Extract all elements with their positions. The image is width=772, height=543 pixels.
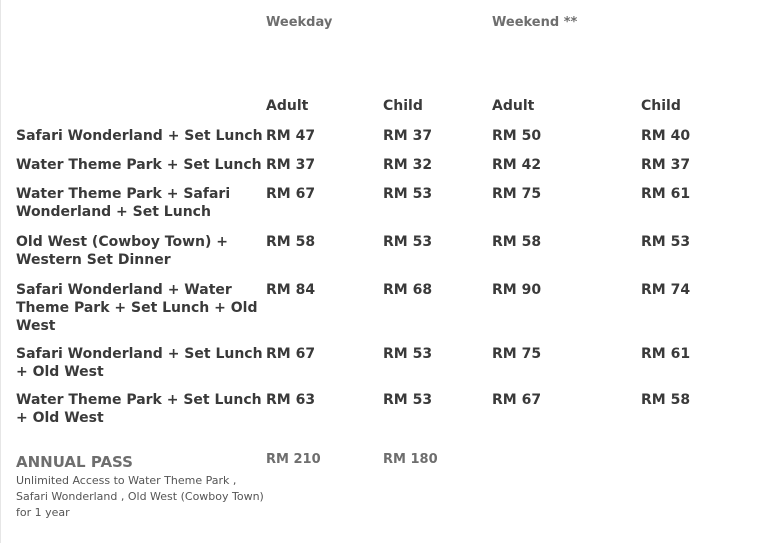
left-divider [0, 0, 1, 543]
subheader-weekday-child: Child [383, 98, 423, 114]
subheader-weekday-adult: Adult [266, 98, 309, 114]
weekday-adult-price: RM 67 [266, 346, 316, 362]
weekend-adult-price: RM 58 [492, 234, 542, 250]
weekend-child-price: RM 61 [641, 346, 691, 362]
weekday-child-price: RM 68 [383, 282, 433, 298]
weekend-adult-price: RM 75 [492, 346, 542, 362]
weekday-adult-price: RM 63 [266, 392, 316, 408]
package-name: Water Theme Park + Set Lunch + Old West [16, 392, 262, 426]
weekday-child-price: RM 53 [383, 346, 433, 362]
weekend-adult-price: RM 75 [492, 186, 542, 202]
weekday-adult-price: RM 37 [266, 157, 316, 173]
weekday-adult-price: RM 84 [266, 282, 316, 298]
weekend-adult-price: RM 90 [492, 282, 542, 298]
package-name: Water Theme Park + Set Lunch [16, 157, 262, 173]
package-name: Safari Wonderland + Set Lunch + Old West [16, 346, 263, 380]
weekend-child-price: RM 58 [641, 392, 691, 408]
weekday-child-price: RM 53 [383, 392, 433, 408]
subheader-weekend-adult: Adult [492, 98, 535, 114]
weekday-adult-price: RM 58 [266, 234, 316, 250]
weekday-child-price: RM 53 [383, 186, 433, 202]
package-name: Water Theme Park + Safari Wonderland + Set Lunch [16, 186, 231, 220]
annual-pass-child-price: RM 180 [383, 452, 438, 467]
package-name: Old West (Cowboy Town) + Western Set Dinner [16, 234, 229, 268]
annual-pass-description: Unlimited Access to Water Theme Park , Safari Wonderland , Old West (Cowboy Town) for 1 year [16, 474, 264, 519]
weekend-child-price: RM 40 [641, 128, 691, 144]
weekend-adult-price: RM 50 [492, 128, 542, 144]
weekend-adult-price: RM 42 [492, 157, 542, 173]
weekday-adult-price: RM 67 [266, 186, 316, 202]
annual-pass-title: ANNUAL PASS [16, 453, 133, 471]
subheader-weekend-child: Child [641, 98, 681, 114]
annual-pass-adult-price: RM 210 [266, 452, 321, 467]
weekday-child-price: RM 53 [383, 234, 433, 250]
weekday-child-price: RM 32 [383, 157, 433, 173]
weekend-child-price: RM 61 [641, 186, 691, 202]
package-name: Safari Wonderland + Water Theme Park + Set Lunch + Old West [16, 282, 258, 334]
package-name: Safari Wonderland + Set Lunch [16, 128, 263, 144]
weekend-adult-price: RM 67 [492, 392, 542, 408]
weekday-child-price: RM 37 [383, 128, 433, 144]
weekend-child-price: RM 53 [641, 234, 691, 250]
header-weekend: Weekend ** [492, 15, 578, 30]
weekend-child-price: RM 37 [641, 157, 691, 173]
header-weekday: Weekday [266, 15, 333, 30]
weekday-adult-price: RM 47 [266, 128, 316, 144]
weekend-child-price: RM 74 [641, 282, 691, 298]
